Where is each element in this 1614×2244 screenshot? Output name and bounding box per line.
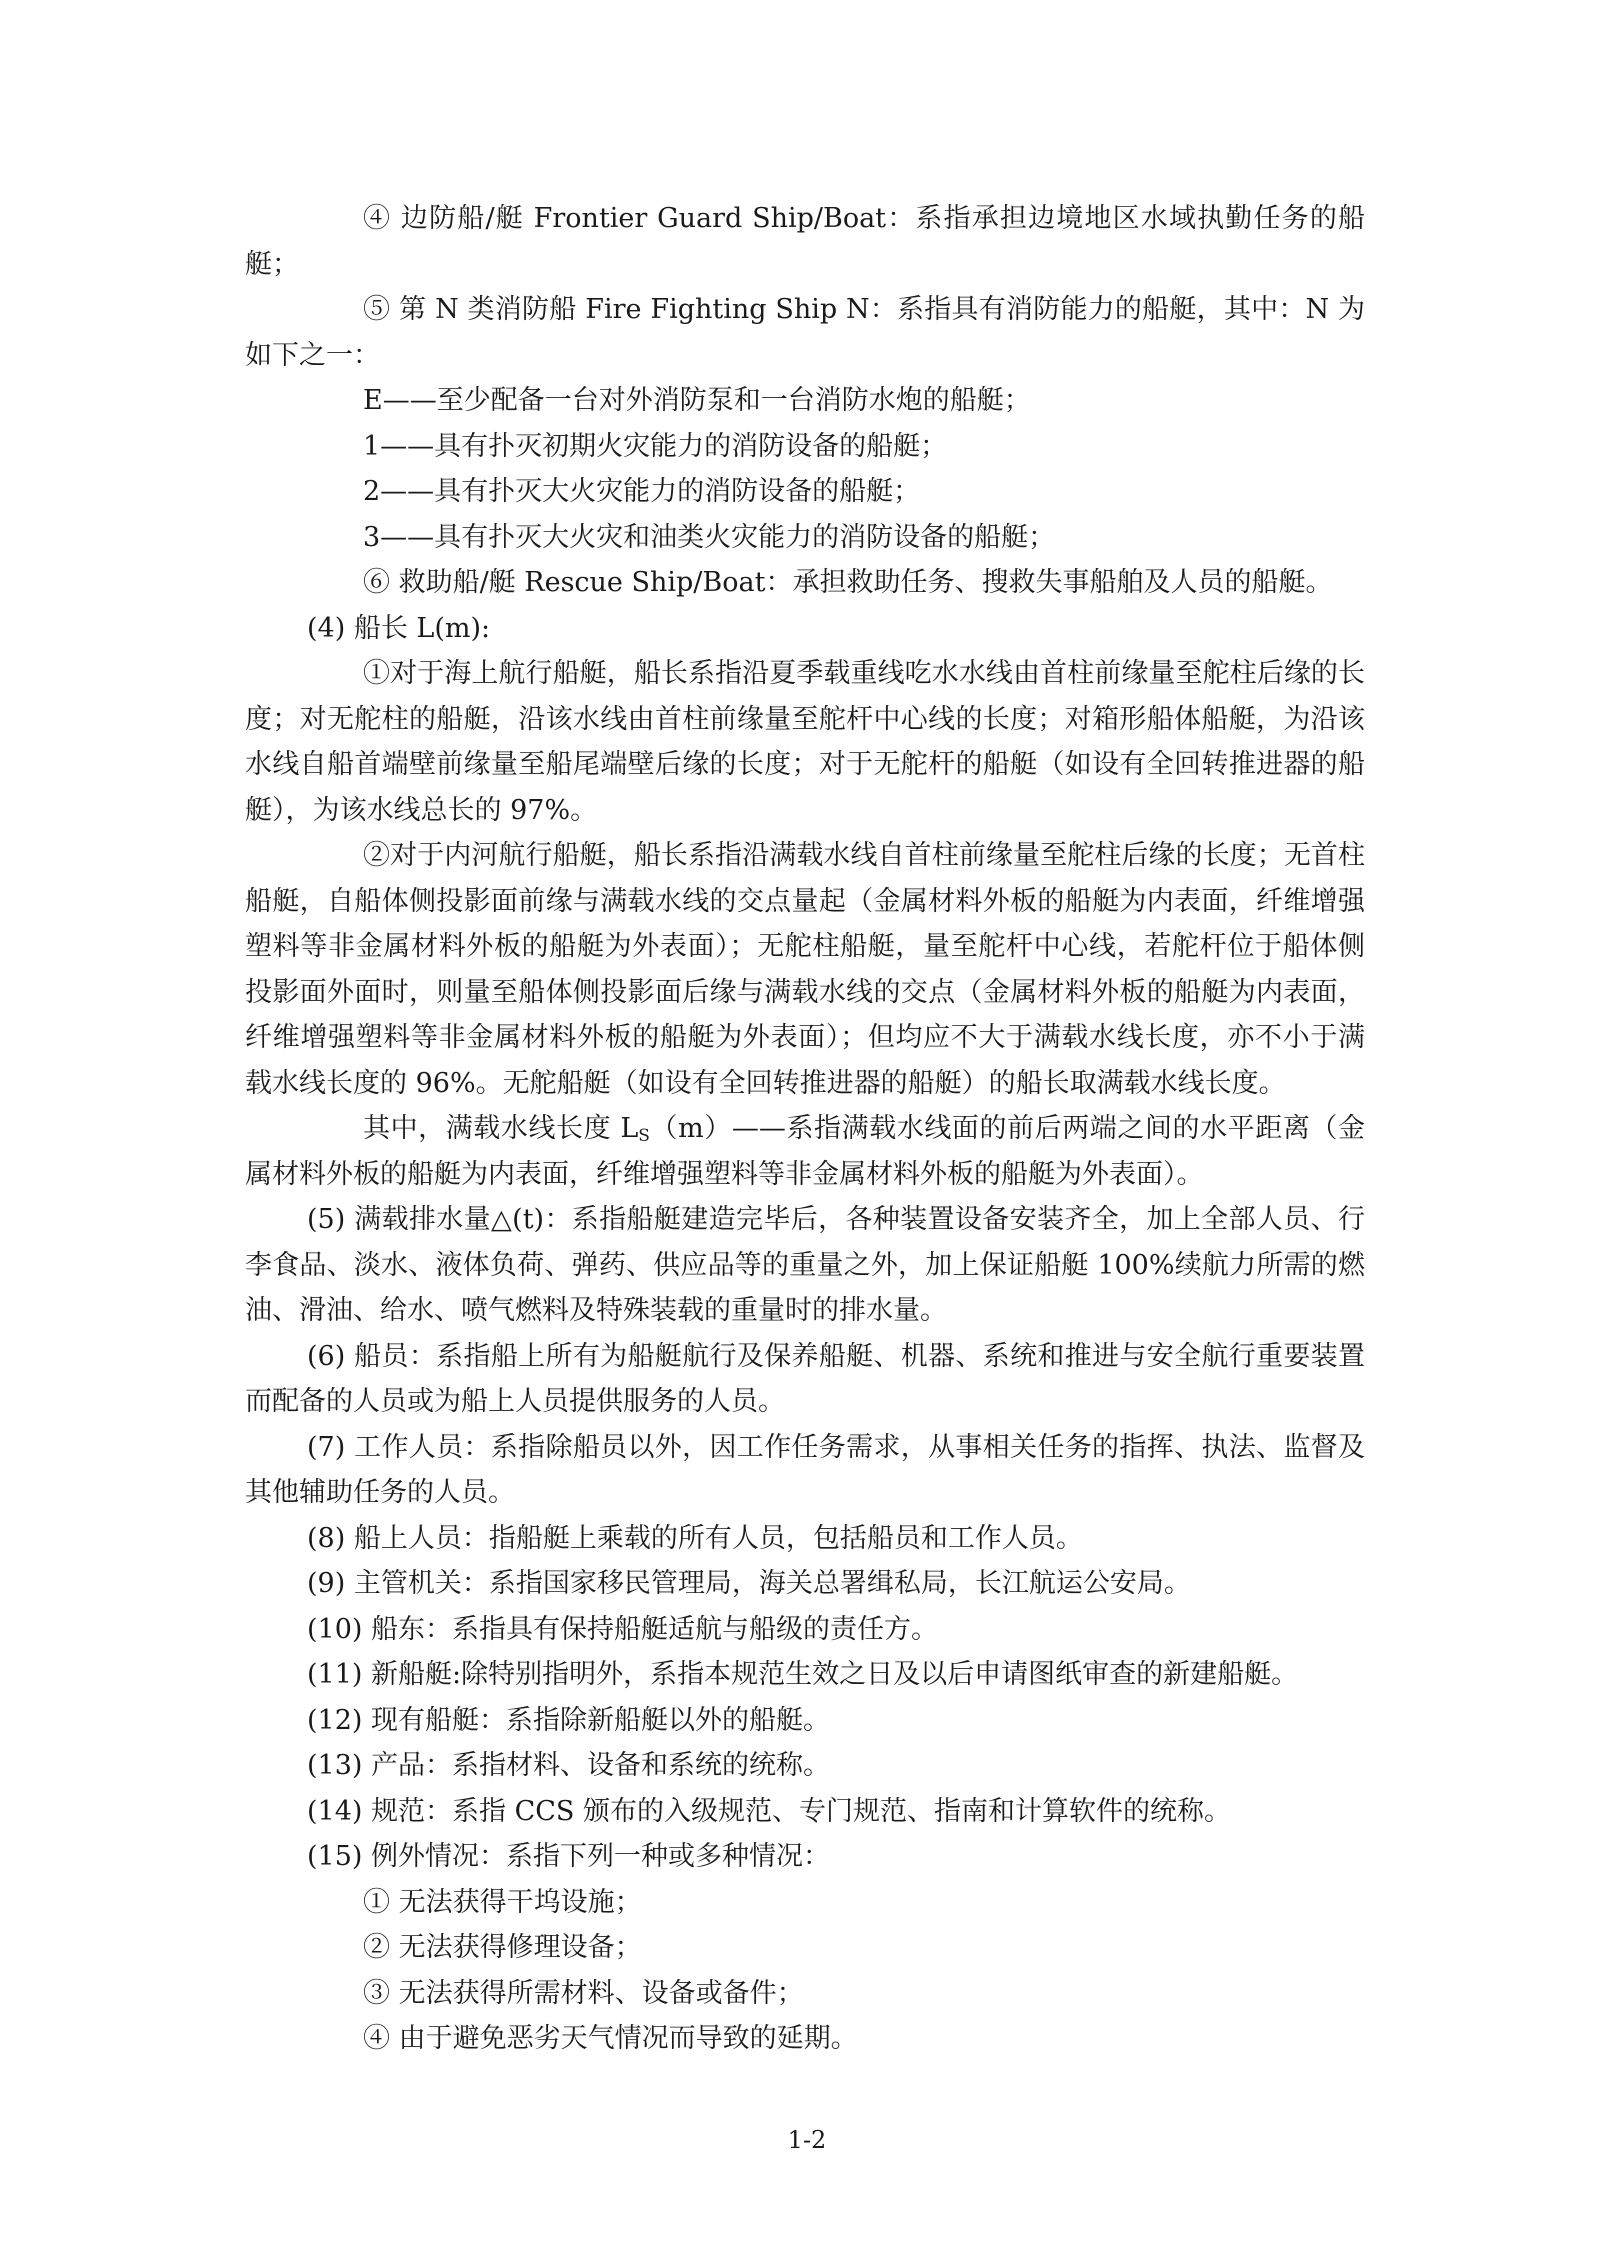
definition-number: (10) [307,1613,363,1645]
definition-owner: (10) 船东：系指具有保持船艇适航与船级的责任方。 [307,1613,939,1645]
definition-crew: (6) 船员：系指船上所有为船艇航行及保养船艇、机器、系统和推进与安全航行重要装置而配备的人员或为船上人员提供服务的人员。 [245,1340,1366,1417]
list-item-exception-2: ② 无法获得修理设备； [363,1932,642,1963]
definition-number: (15) [307,1841,363,1872]
list-item-exception-4: ④ 由于避免恶劣天气情况而导致的延期。 [363,2023,858,2054]
paragraph-waterline-length: 其中，满载水线长度 $L_S(m)——$系指满载水线面的前后两端之间的水平距离（金属材料外板的船艇为内表面，纤维增强塑料等非金属材料外板的船艇为外表面）。 [245,1113,1365,1190]
paragraph-sea-going-length: ①对于海上航行船艇，船长系指沿夏季载重线吃水水线由首柱前缘量至舵柱后缘的长度；对无舵柱的船艇，沿该水线由首柱前缘量至舵杆中心线的长度；对箱形船体船艇，为沿该水线自船首端壁前缘量至船尾端壁后缘的长度；对于无舵杆的船艇（如设有全回转推进器的船艇），为该水线总长的 97%。 [245,658,1365,826]
list-item-fire-class-3: 3——具有扑灭大火灾和油类火灾能力的消防设备的船艇； [363,521,1056,553]
definition-number: (12) [307,1704,363,1736]
list-item-fire-class-2: 2——具有扑灭大火灾能力的消防设备的船艇； [363,476,921,507]
definition-number: (7) [307,1431,346,1463]
page-number: 1-2 [787,2126,827,2154]
list-item-fire-class-1: 1——具有扑灭初期火灾能力的消防设备的船艇； [363,430,948,462]
definition-term: 新船艇 [371,1659,453,1690]
definition-number: (14) [307,1795,363,1827]
list-item-exception-1: ① 无法获得干坞设施； [363,1886,642,1918]
definition-term: 产品 [371,1750,426,1781]
definition-persons-on-board: (8) 船上人员：指船艇上乘载的所有人员，包括船员和工作人员。 [307,1522,1083,1554]
list-item-exception-3: ③ 无法获得所需材料、设备或备件； [363,1977,804,2009]
document-body [245,196,1365,2062]
definition-number: (9) [307,1568,346,1599]
definition-product: (13) 产品：系指材料、设备和系统的统称。 [307,1750,831,1781]
definition-number: (5) [307,1204,346,1235]
definition-term: 工作人员 [354,1431,464,1463]
definition-ship-length: (4) 船长 L(m): [307,612,491,644]
definition-number: (11) [307,1659,363,1690]
definition-working-personnel: (7) 工作人员：系指除船员以外，因工作任务需求，从事相关任务的指挥、执法、监督及其他辅助任务的人员。 [245,1431,1366,1508]
definition-term: 船东 [371,1613,426,1645]
definition-number: (13) [307,1750,363,1781]
paragraph-fire-fighting-ship: ⑤ 第 N 类消防船 Fire Fighting Ship N：系指具有消防能力的船艇，其中：N 为如下之一： [245,294,1365,371]
definition-term: 现有船艇 [371,1704,480,1736]
definition-exceptional-circumstances: (15) 例外情况：系指下列一种或多种情况： [307,1841,831,1872]
definition-number: (4) [307,612,346,644]
paragraph-frontier-guard-ship: ④ 边防船/艇 Frontier Guard Ship/Boat：系指承担边境地区水域执勤任务的船艇； [245,203,1365,280]
paragraph-inland-length: ②对于内河航行船艇，船长系指沿满载水线自首柱前缘量至舵柱后缘的长度；无首柱船艇，自船体侧投影面前缘与满载水线的交点量起（金属材料外板的船艇为内表面，纤维增强塑料等非金属材料外板的船艇为外表面）；无舵柱船艇，量至舵杆中心线，若舵杆位于船体侧投影面外面时，则量至船体侧投影面后缘与满载水线的交点（金属材料外板的船艇为内表面，纤维增强塑料等非金属材料外板的船艇为外表面）；但均应不大于满载水线长度，亦不小于满载水线长度的 96%。无舵船艇（如设有全回转推进器的船艇）的船长取满载水线长度。 [245,840,1365,1099]
definition-administration: (9) 主管机关：系指国家移民管理局，海关总署缉私局，长江航运公安局。 [307,1568,1191,1599]
definition-term: 主管机关 [353,1568,462,1599]
definition-number: (6) [307,1340,346,1372]
subscript-s: S [638,1126,650,1146]
definition-existing-craft: (12) 现有船艇：系指除新船艇以外的船艇。 [307,1704,831,1736]
paragraph-rescue-ship: ⑥ 救助船/艇 Rescue Ship/Boat：承担救助任务、搜救失事船舶及人员的船艇。 [363,567,1333,598]
definition-term: 满载排水量 [354,1204,492,1235]
definition-term: 船长 [353,612,408,644]
definition-full-displacement: (5) 满载排水量△(t)：系指船艇建造完毕后，各种装置设备安装齐全，加上全部人员、行李食品、淡水、液体负荷、弹药、供应品等的重量之外，加上保证船艇 100%续航力所需的燃油、滑油、给水、喷气燃料及特殊装载的重量时的排水量。 [245,1204,1365,1326]
definition-term: 船上人员 [353,1522,462,1554]
list-item-fire-class-e: E——至少配备一台对外消防泵和一台消防水炮的船艇； [363,385,1031,416]
definition-number: (8) [307,1522,346,1554]
definition-term: 例外情况 [371,1841,480,1872]
definition-term: 船员 [354,1340,409,1372]
definition-new-craft: (11) 新船艇:除特别指明外，系指本规范生效之日及以后申请图纸审查的新建船艇。 [307,1659,1299,1690]
definition-term: 规范 [371,1795,426,1827]
definition-rules: (14) 规范：系指 CCS 颁布的入级规范、专门规范、指南和计算软件的统称。 [307,1795,1232,1827]
